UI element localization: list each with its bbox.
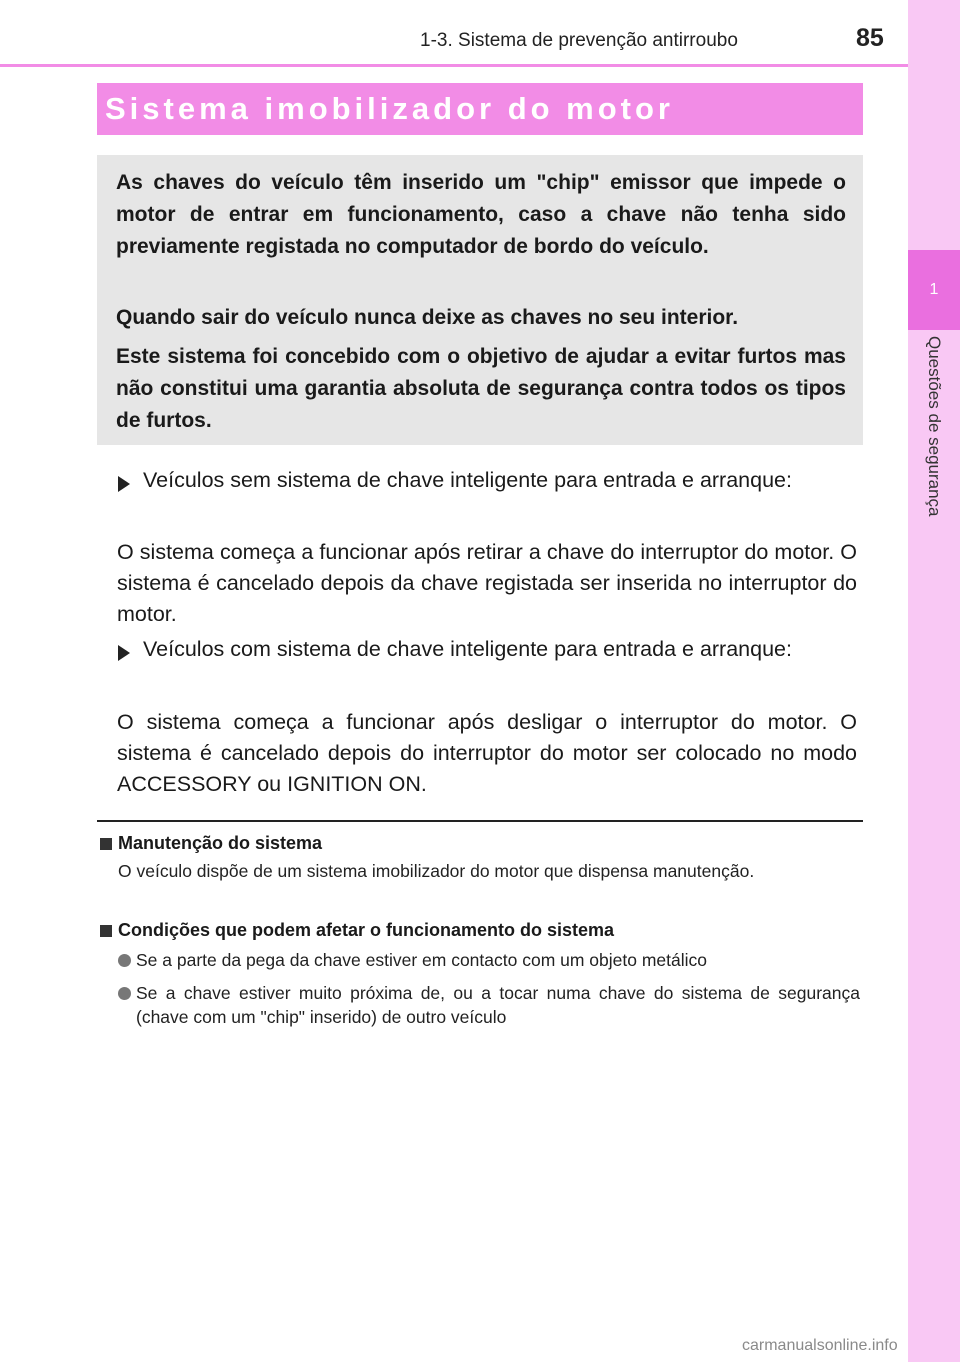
header-rule xyxy=(0,64,908,67)
divider xyxy=(97,820,863,822)
section-reference: 1-3. Sistema de prevenção antirroubo xyxy=(420,30,738,51)
intro-paragraph: Este sistema foi concebido com o objetivo de ajudar a evitar furtos mas não constitui uma garantia absoluta de segurança contra todos os tipos de furtos. xyxy=(116,345,846,432)
intro-paragraph: Quando sair do veículo nunca deixe as chaves no seu interior. xyxy=(116,306,739,329)
case-body: O sistema começa a funcionar após retirar a chave do interruptor do motor. O sistema é cancelado depois da chave registada ser inserida no interruptor do motor. xyxy=(117,540,857,626)
case-body: O sistema começa a funcionar após desligar o interruptor do motor. O sistema é cancelado depois do interruptor do motor ser colocado no modo ACCESSORY ou IGNITION ON. xyxy=(117,710,857,796)
page-number: 85 xyxy=(856,24,884,52)
square-bullet-icon xyxy=(100,925,112,937)
title-bar xyxy=(97,83,863,135)
chapter-label: Questões de segurança xyxy=(925,336,944,517)
square-bullet-icon xyxy=(100,838,112,850)
arrow-bullet-icon xyxy=(118,476,130,492)
intro-paragraph: As chaves do veículo têm inserido um "chip" emissor que impede o motor de entrar em funcionamento, caso a chave não tenha sido previamente registada no computador de bordo do veículo. xyxy=(116,171,846,258)
chapter-number: 1 xyxy=(908,250,960,330)
note-text: O veículo dispõe de um sistema imobilizador do motor que dispensa manutenção. xyxy=(118,861,755,881)
arrow-bullet-icon xyxy=(118,645,130,661)
case-heading: Veículos sem sistema de chave inteligente para entrada e arranque: xyxy=(143,468,792,492)
dot-bullet-icon xyxy=(118,987,131,1000)
note-heading: Manutenção do sistema xyxy=(118,833,323,853)
watermark: carmanualsonline.info xyxy=(742,1337,898,1354)
case-heading: Veículos com sistema de chave inteligente para entrada e arranque: xyxy=(143,637,792,661)
note-bullet: Se a chave estiver muito próxima de, ou a tocar numa chave do sistema de segurança (chave com um "chip" inserido) de outro veículo xyxy=(136,983,860,1027)
note-bullet: Se a parte da pega da chave estiver em contacto com um objeto metálico xyxy=(136,950,708,970)
chapter-side-tab xyxy=(908,0,960,1362)
intro-box xyxy=(97,155,863,445)
dot-bullet-icon xyxy=(118,954,131,967)
note-heading: Condições que podem afetar o funcionamento do sistema xyxy=(118,920,615,940)
page-title: Sistema imobilizador do motor xyxy=(105,91,674,126)
